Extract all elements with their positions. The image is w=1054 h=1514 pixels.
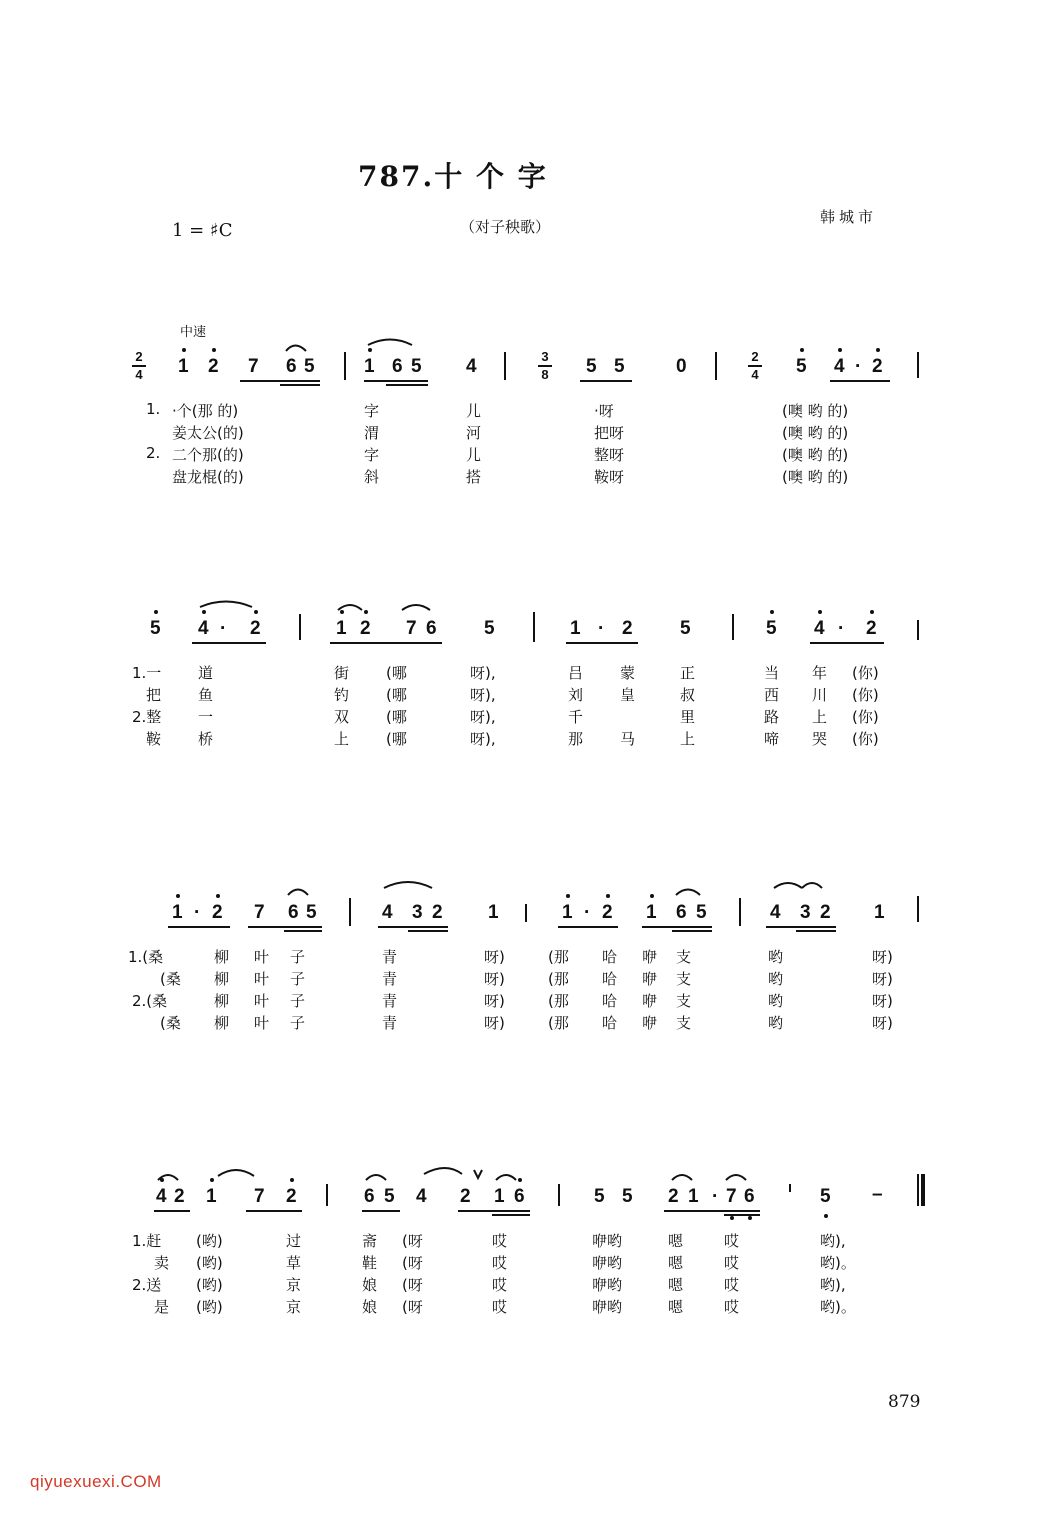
- lyric: 蒙: [620, 664, 636, 682]
- lyric: 咿哟: [592, 1298, 623, 1316]
- lyric: 正: [680, 664, 696, 682]
- lyric: 千: [568, 708, 584, 726]
- note: 7: [406, 618, 417, 639]
- lyric: 1.(桑: [128, 948, 164, 966]
- note: 5: [384, 1186, 395, 1207]
- note: 2: [820, 902, 831, 923]
- lyric: 叶: [254, 948, 270, 966]
- lyric: 咿哟: [592, 1232, 623, 1250]
- time-signature: 2 4: [748, 350, 762, 382]
- lyric: (呀: [402, 1276, 423, 1294]
- note: 2: [866, 618, 877, 639]
- lyric: 叶: [254, 970, 270, 988]
- lyric: 哈: [602, 992, 618, 1010]
- lyric: (哟): [196, 1232, 223, 1250]
- note: 1: [688, 1186, 699, 1207]
- lyric: 支: [676, 1014, 692, 1032]
- lyric: (噢 哟 的): [782, 468, 849, 486]
- lyric: 哎: [724, 1298, 740, 1316]
- note: 6: [514, 1186, 525, 1207]
- note: 2: [250, 618, 261, 639]
- lyric: 青: [382, 948, 398, 966]
- lyric: 里: [680, 708, 696, 726]
- lyric: (你): [852, 686, 879, 704]
- lyric: (桑: [160, 970, 181, 988]
- lyric: ·个(那 的): [172, 402, 239, 420]
- lyric: 支: [676, 970, 692, 988]
- lyric: 子: [290, 970, 306, 988]
- lyric: 字: [364, 446, 380, 464]
- lyric: 哎: [724, 1254, 740, 1272]
- lyric: 鱼: [198, 686, 214, 704]
- note: ·: [220, 618, 227, 639]
- lyric: 嗯: [668, 1254, 684, 1272]
- lyric: 当: [764, 664, 780, 682]
- key-signature: 1 = ♯C: [172, 220, 233, 241]
- lyric: 呀): [484, 970, 505, 988]
- note: 2: [872, 356, 883, 377]
- lyric: 草: [286, 1254, 302, 1272]
- note: 5: [594, 1186, 605, 1207]
- lyric: 柳: [214, 1014, 230, 1032]
- lyric: 搭: [466, 468, 482, 486]
- note: 2: [668, 1186, 679, 1207]
- lyric: 刘: [568, 686, 584, 704]
- lyric: 青: [382, 970, 398, 988]
- note: 4: [156, 1186, 167, 1207]
- note: ·: [584, 902, 591, 923]
- lyric: 呀),: [470, 730, 496, 748]
- lyric: 哎: [724, 1276, 740, 1294]
- note: 1: [494, 1186, 505, 1207]
- lyric: 叔: [680, 686, 696, 704]
- time-signature: 2 4: [132, 350, 146, 382]
- lyric: 娘: [362, 1276, 378, 1294]
- note: 1: [178, 356, 189, 377]
- lyric: 桥: [198, 730, 214, 748]
- lyric: 哟: [768, 1014, 784, 1032]
- note: 5: [820, 1186, 831, 1207]
- lyric: (哪: [386, 730, 407, 748]
- lyric: 京: [286, 1298, 302, 1316]
- note: 1: [570, 618, 581, 639]
- lyric: 1.一: [132, 664, 162, 682]
- note: 2: [208, 356, 219, 377]
- lyric: 哎: [492, 1298, 508, 1316]
- note: ·: [855, 356, 862, 377]
- note: 6: [364, 1186, 375, 1207]
- lyric: 呀),: [470, 686, 496, 704]
- note: 7: [726, 1186, 737, 1207]
- lyric: 盘龙棍(的): [172, 468, 244, 486]
- lyric: 咿: [642, 948, 658, 966]
- note: 2: [602, 902, 613, 923]
- lyric: 哈: [602, 948, 618, 966]
- lyric: ·呀: [594, 402, 614, 420]
- note: 5: [622, 1186, 633, 1207]
- lyric: 儿: [466, 446, 482, 464]
- note: 3: [800, 902, 811, 923]
- lyric: (那: [548, 970, 569, 988]
- note: ·: [194, 902, 201, 923]
- note: 1: [172, 902, 183, 923]
- lyric: (哟): [196, 1254, 223, 1272]
- lyric: 西: [764, 686, 780, 704]
- lyric: 支: [676, 992, 692, 1010]
- lyric: 鞋: [362, 1254, 378, 1272]
- lyric: 2.整: [132, 708, 162, 726]
- note: 1: [336, 618, 347, 639]
- note: 5: [614, 356, 625, 377]
- lyric: (噢 哟 的): [782, 424, 849, 442]
- lyric: 街: [334, 664, 350, 682]
- note: 1: [206, 1186, 217, 1207]
- note: ·: [598, 618, 605, 639]
- note: 3: [412, 902, 423, 923]
- lyric: 2.(桑: [132, 992, 168, 1010]
- lyric: (你): [852, 708, 879, 726]
- lyric: 哟)。: [820, 1298, 856, 1316]
- lyric: (哪: [386, 708, 407, 726]
- lyric: 娘: [362, 1298, 378, 1316]
- tempo-marking: 中速: [180, 325, 207, 340]
- note: 2: [432, 902, 443, 923]
- lyric: 把呀: [594, 424, 625, 442]
- note: 2: [360, 618, 371, 639]
- lyric: 把: [146, 686, 162, 704]
- lyric: 整呀: [594, 446, 625, 464]
- lyric: 呀): [484, 992, 505, 1010]
- time-signature: 3 8: [538, 350, 552, 382]
- lyric: 字: [364, 402, 380, 420]
- lyric: 上: [812, 708, 828, 726]
- site-watermark: qiyuexuexi.COM: [30, 1472, 162, 1491]
- lyric: 哭: [812, 730, 828, 748]
- lyric: (那: [548, 992, 569, 1010]
- lyric: 是: [154, 1298, 170, 1316]
- lyric: 那: [568, 730, 584, 748]
- lyric: 叶: [254, 992, 270, 1010]
- lyric: 子: [290, 948, 306, 966]
- lyric: 路: [764, 708, 780, 726]
- lyric: 咿: [642, 1014, 658, 1032]
- lyric: (那: [548, 948, 569, 966]
- lyric: 咿哟: [592, 1276, 623, 1294]
- note: 6: [744, 1186, 755, 1207]
- lyric: 哟)。: [820, 1254, 856, 1272]
- note: 2: [286, 1186, 297, 1207]
- note: 7: [254, 902, 265, 923]
- lyric: (桑: [160, 1014, 181, 1032]
- note: 0: [676, 356, 687, 377]
- lyric: 哟: [768, 992, 784, 1010]
- note: 4: [382, 902, 393, 923]
- note: 1: [646, 902, 657, 923]
- lyric: 呀): [872, 948, 893, 966]
- lyric: (呀: [402, 1298, 423, 1316]
- note: ·: [712, 1186, 719, 1207]
- note: 5: [306, 902, 317, 923]
- note: 6: [286, 356, 297, 377]
- note: 6: [426, 618, 437, 639]
- lyric: (哟): [196, 1298, 223, 1316]
- note: 2: [212, 902, 223, 923]
- note: 7: [248, 356, 259, 377]
- lyric: 哟),: [820, 1232, 846, 1250]
- note: 7: [254, 1186, 265, 1207]
- note: 5: [796, 356, 807, 377]
- lyric: 1.赶: [132, 1232, 162, 1250]
- lyric: 2.送: [132, 1276, 162, 1294]
- lyric: 呀),: [470, 708, 496, 726]
- note: 4: [466, 356, 477, 377]
- lyric: 马: [620, 730, 636, 748]
- lyric: 哎: [492, 1276, 508, 1294]
- note: 1: [488, 902, 499, 923]
- lyric: 儿: [466, 402, 482, 420]
- lyric: 皇: [620, 686, 636, 704]
- lyric: 叶: [254, 1014, 270, 1032]
- lyric: 川: [812, 686, 828, 704]
- lyric: 支: [676, 948, 692, 966]
- lyric: 青: [382, 1014, 398, 1032]
- note: 6: [676, 902, 687, 923]
- lyric: 哟: [768, 970, 784, 988]
- lyric: 年: [812, 664, 828, 682]
- lyric: 哈: [602, 1014, 618, 1032]
- lyric: 双: [334, 708, 350, 726]
- lyric: 斜: [364, 468, 380, 486]
- lyric: 呀): [872, 992, 893, 1010]
- note: 5: [696, 902, 707, 923]
- note: 6: [288, 902, 299, 923]
- lyric: 哈: [602, 970, 618, 988]
- lyric: 呀),: [470, 664, 496, 682]
- lyric: 嗯: [668, 1298, 684, 1316]
- lyric: 卖: [154, 1254, 170, 1272]
- note: 4: [416, 1186, 427, 1207]
- lyric: 吕: [568, 664, 584, 682]
- lyric: 哎: [724, 1232, 740, 1250]
- lyric: (噢 哟 的): [782, 446, 849, 464]
- lyric: 嗯: [668, 1232, 684, 1250]
- lyric: 一: [198, 708, 214, 726]
- lyric: (你): [852, 730, 879, 748]
- lyric: (你): [852, 664, 879, 682]
- lyric: 二个那(的): [172, 446, 244, 464]
- note: 1: [874, 902, 885, 923]
- lyric: 柳: [214, 992, 230, 1010]
- region-label: 韩城市: [820, 208, 878, 226]
- lyric: 嗯: [668, 1276, 684, 1294]
- note: 2: [460, 1186, 471, 1207]
- lyric: 柳: [214, 948, 230, 966]
- lyric: 咿: [642, 992, 658, 1010]
- lyric: (哪: [386, 664, 407, 682]
- lyric: 鞍: [146, 730, 162, 748]
- lyric: 哟: [768, 948, 784, 966]
- lyric: 钓: [334, 686, 350, 704]
- lyric: (那: [548, 1014, 569, 1032]
- lyric: 咿哟: [592, 1254, 623, 1272]
- lyric: 呀): [872, 970, 893, 988]
- note: 5: [411, 356, 422, 377]
- song-title: 787.十 个 字: [358, 160, 548, 193]
- note: 5: [304, 356, 315, 377]
- verse-number: 2.: [146, 444, 161, 462]
- lyric: 子: [290, 992, 306, 1010]
- lyric: (呀: [402, 1232, 423, 1250]
- lyric: 呀): [484, 1014, 505, 1032]
- lyric: 柳: [214, 970, 230, 988]
- lyric: 京: [286, 1276, 302, 1294]
- note: 4: [770, 902, 781, 923]
- lyric: 呀): [872, 1014, 893, 1032]
- lyric: 姜太公(的): [172, 424, 244, 442]
- lyric: (哟): [196, 1276, 223, 1294]
- note: 5: [150, 618, 161, 639]
- note: 1: [364, 356, 375, 377]
- lyric: 青: [382, 992, 398, 1010]
- lyric: 上: [680, 730, 696, 748]
- note: 6: [392, 356, 403, 377]
- lyric: 斋: [362, 1232, 378, 1250]
- song-subtitle: （对子秧歌）: [460, 218, 551, 236]
- lyric: (噢 哟 的): [782, 402, 849, 420]
- note: 4: [814, 618, 825, 639]
- lyric: 子: [290, 1014, 306, 1032]
- lyric: 道: [198, 664, 214, 682]
- note: ·: [838, 618, 845, 639]
- lyric: 鞍呀: [594, 468, 625, 486]
- note: 2: [174, 1186, 185, 1207]
- page-number: 879: [888, 1392, 921, 1412]
- note: 5: [484, 618, 495, 639]
- note: 4: [198, 618, 209, 639]
- note: 4: [834, 356, 845, 377]
- note: 5: [586, 356, 597, 377]
- lyric: (哪: [386, 686, 407, 704]
- lyric: 哎: [492, 1254, 508, 1272]
- lyric: 河: [466, 424, 482, 442]
- lyric: 哟),: [820, 1276, 846, 1294]
- lyric: 上: [334, 730, 350, 748]
- lyric: 咿: [642, 970, 658, 988]
- lyric: 过: [286, 1232, 302, 1250]
- note: 1: [562, 902, 573, 923]
- note: 2: [622, 618, 633, 639]
- lyric: 哎: [492, 1232, 508, 1250]
- note: 5: [766, 618, 777, 639]
- lyric: 渭: [364, 424, 380, 442]
- lyric: (呀: [402, 1254, 423, 1272]
- note: –: [872, 1184, 883, 1205]
- lyric: 啼: [764, 730, 780, 748]
- lyric: 呀): [484, 948, 505, 966]
- verse-number: 1.: [146, 400, 161, 418]
- note: 5: [680, 618, 691, 639]
